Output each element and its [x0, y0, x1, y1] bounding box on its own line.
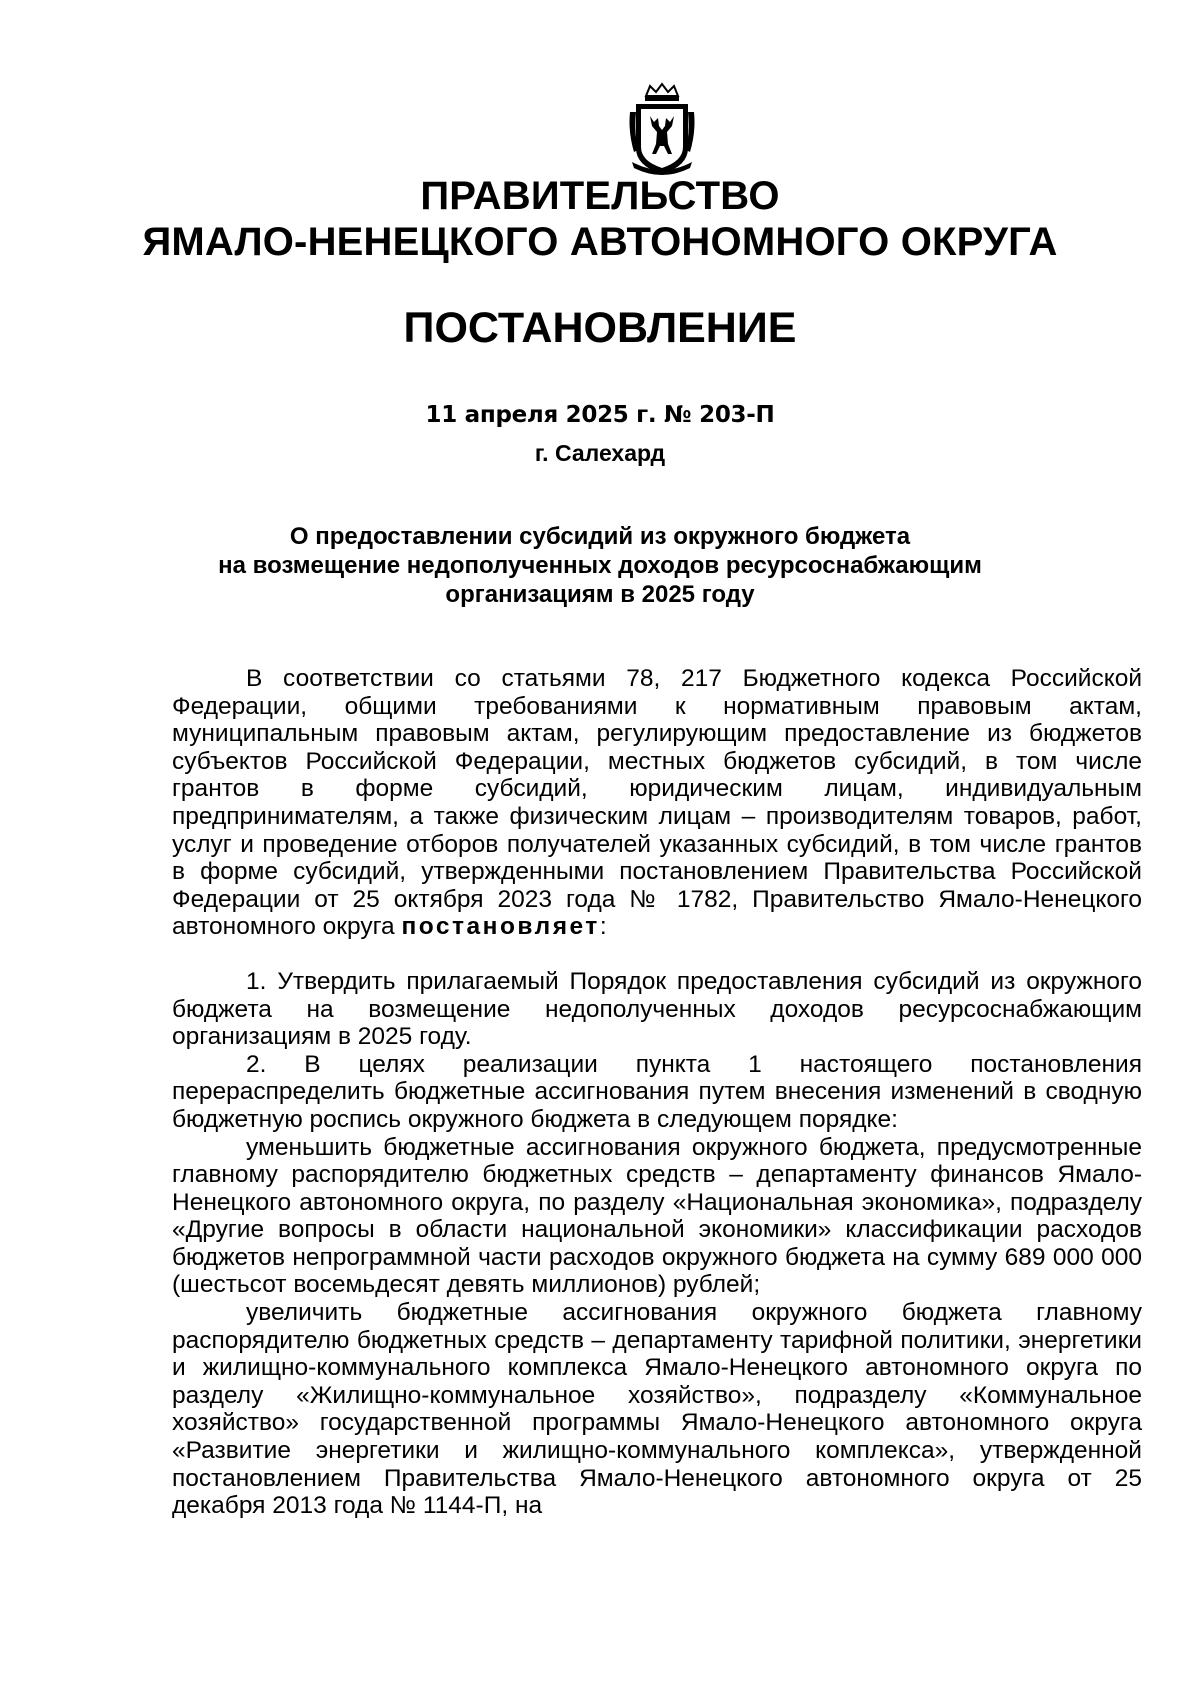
resolves-word: постановляет [401, 913, 600, 941]
document-subject [140, 522, 1060, 609]
resolves-colon: : [599, 913, 607, 941]
subject-line2: на возмещение недополученных доходов ресурсоснабжающим [218, 552, 982, 579]
decrease-paragraph: уменьшить бюджетные ассигнования окружного бюджета, предусмотренные главному распорядителю бюджетных средств – департаменту финансов Ямало-Ненецкого автономного округа, по разделу «Национальная экономика», подразделу «Другие вопросы в области национальной экономики» классификации расходов бюджетов непрограммной части расходов окружного бюджета на сумму 689 000 000 (шестьсот восемьдесят девять миллионов) рублей; [172, 1133, 1142, 1299]
org-title-line2: ЯМАЛО-НЕНЕЦКОГО АВТОНОМНОГО ОКРУГА [142, 220, 1058, 264]
item-1-paragraph: 1. Утвердить прилагаемый Порядок предоставления субсидий из окружного бюджета на возмещение недополученных доходов ресурсоснабжающим организациям в 2025 году. [172, 967, 1142, 1051]
subject-line3: организациям в 2025 году [445, 581, 755, 608]
preamble-text: В соответствии со статьями 78, 217 Бюджетного кодекса Российской Федерации, общими требованиями к нормативным правовым актам, муниципальным правовым актам, регулирующим предоставление из бюджетов субъектов Российской Федерации, местных бюджетов субсидий, в том числе грантов в форме субсидий, юридическим лицам, индивидуальным предпринимателям, а также физическим лицам – производителям товаров, работ, услуг и проведение отборов получателей указанных субсидий, в том числе грантов в форме субсидий, утвержденными постановлением Правительства Российской Федерации от 25 октября 2023 года № 1782, Правительство Ямало-Ненецкого автономного округа [172, 665, 1142, 941]
item-2-paragraph: 2. В целях реализации пункта 1 настоящего постановления перераспределить бюджетные ассигнования путем внесения изменений в сводную бюджетную роспись окружного бюджета в следующем порядке: [172, 1050, 1142, 1133]
org-title-line1: ПРАВИТЕЛЬСТВО [420, 174, 780, 218]
document-city: г. Салехард [534, 440, 666, 466]
document-body [172, 665, 1142, 1520]
increase-paragraph: увеличить бюджетные ассигнования окружного бюджета главному распорядителю бюджетных средств – департаменту тарифной политики, энергетики и жилищно-коммунального комплекса Ямало-Ненецкого автономного округа по разделу «Жилищно-коммунальное хозяйство», подразделу «Коммунальное хозяйство» государственной программы Ямало-Ненецкого автономного округа «Развитие энергетики и жилищно-коммунального комплекса», утвержденной постановлением Правительства Ямало-Ненецкого автономного округа от 25 декабря 2013 года № 1144-П, на [172, 1299, 1142, 1520]
document-type: ПОСТАНОВЛЕНИЕ [403, 304, 797, 352]
preamble-paragraph [172, 665, 1142, 941]
document-date-number: 11 апреля 2025 г. № 203-П [425, 402, 775, 428]
subject-line1: О предоставлении субсидий из окружного бюджета [289, 523, 911, 550]
coat-of-arms-icon [628, 82, 696, 176]
